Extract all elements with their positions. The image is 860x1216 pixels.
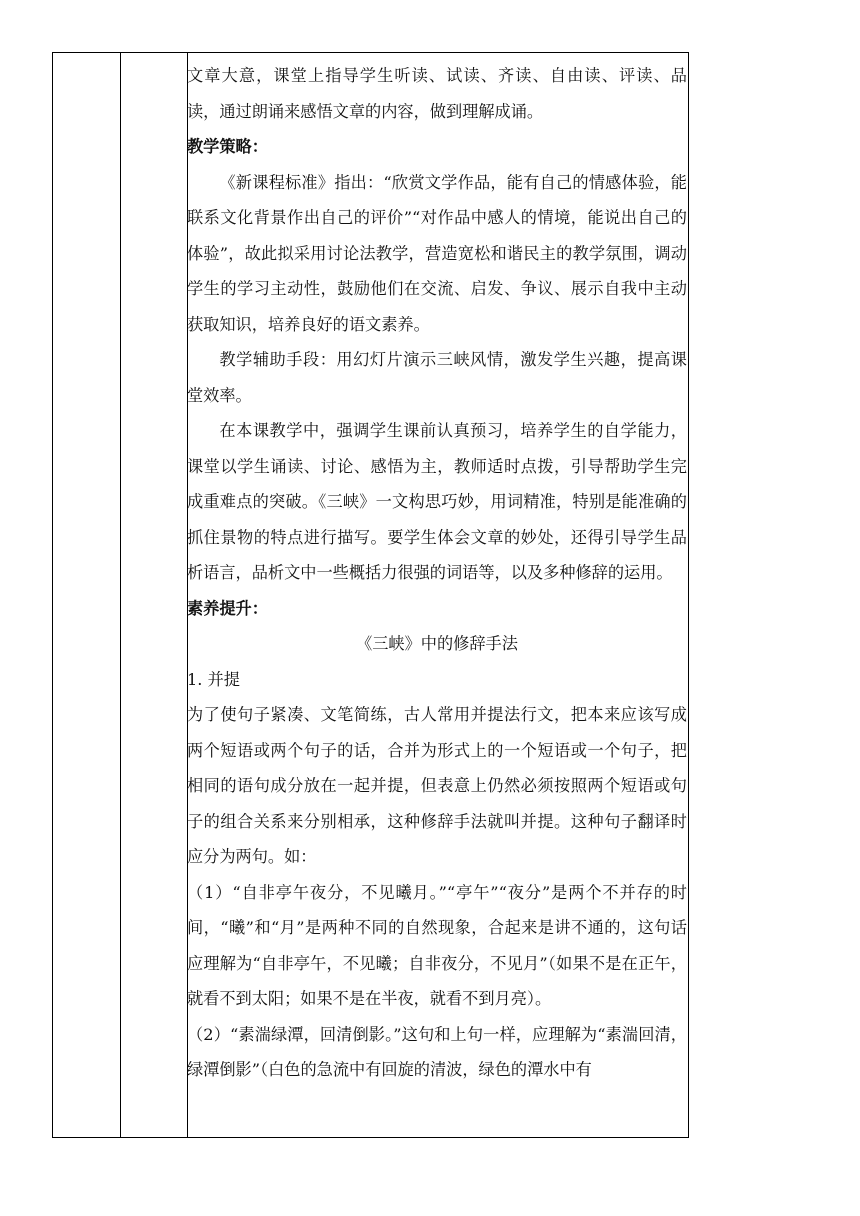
section-subtitle: 《三峡》中的修辞手法 (356, 634, 518, 653)
paragraph-curriculum-standard: 《新课程标准》指出：“欣赏文学作品，能有自己的情感体验，能联系文化背景作出自己的评价”“对作品中感人的情境，能说出自己的体验”，故此拟采用讨论法教学，营造宽松和谐民主的教学氛围，调动学生的学习主动性，鼓励他们在交流、启发、争议、展示自我中主动获取知识，培养良好的语文素养。 (187, 172, 687, 334)
paragraph-example-2: （2）“素湍绿潭，回清倒影。”这句和上句一样，应理解为“素湍回清，绿潭倒影”（白色的急流中有回旋的清波，绿色的潭水中有 (187, 1024, 687, 1079)
heading-literacy-improvement: 素养提升： (187, 598, 268, 618)
content-cell (187, 58, 687, 1088)
paragraph-example-1: （1）“自非亭午夜分，不见曦月。”“亭午”“夜分”是两个不并存的时间，“曦”和“月”是两种不同的自然现象，合起来是讲不通的，这句话应理解为“自非亭午，不见曦；自非夜分，不见月”（如果不是在正午，就看不到太阳；如果不是在半夜，就看不到月亮）。 (187, 882, 687, 1008)
paragraph-teaching-aids: 教学辅助手段：用幻灯片演示三峡风情，激发学生兴趣，提高课堂效率。 (187, 350, 687, 405)
heading-teaching-strategy: 教学策略： (187, 137, 268, 156)
paragraph-lesson-approach: 在本课教学中，强调学生课前认真预习，培养学生的自学能力，课堂以学生诵读、讨论、感悟为主，教师适时点拨，引导帮助学生完成重难点的突破。《三峡》一文构思巧妙，用词精准，特别是能准确的抓住景物的特点进行描写。要学生体会文章的妙处，还得引导学生品析语言，品析文中一些概括力很强的词语等，以及多种修辞的运用。 (187, 421, 687, 582)
paragraph-reading-method: 文章大意，课堂上指导学生听读、试读、齐读、自由读、评读、品读，通过朗诵来感悟文章的内容，做到理解成诵。 (187, 66, 687, 121)
column-divider-1 (120, 53, 121, 1137)
item-title-bingti: 1. 并提 (187, 669, 240, 689)
paragraph-bingti-definition: 为了使句子紧凑、文笔简练，古人常用并提法行文，把本来应该写成两个短语或两个句子的话，合并为形式上的一个短语或一个句子，把相同的语句成分放在一起并提，但表意上仍然必须按照两个短语或句子的组合关系来分别相承，这种修辞手法就叫并提。这种句子翻译时应分为两句。如： (187, 705, 687, 866)
